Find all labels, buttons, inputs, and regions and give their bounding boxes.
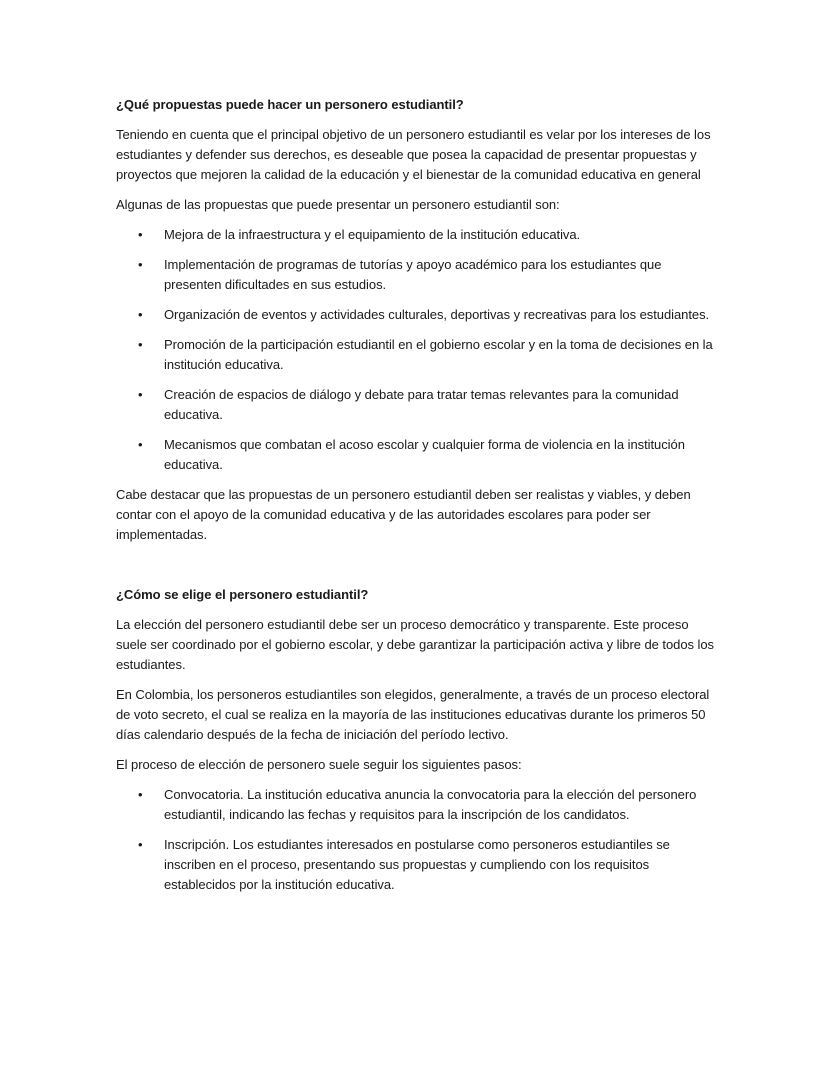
list-item [116,305,716,325]
steps-list [116,785,716,895]
list-item [116,435,716,475]
list-item-text: Implementación de programas de tutorías y apoyo académico para los estudiantes que presenten dificultades en sus estudios. [164,257,662,292]
list-item [116,785,716,825]
paragraph-election-2: En Colombia, los personeros estudiantiles son elegidos, generalmente, a través de un proceso electoral de voto secreto, el cual se realiza en la mayoría de las instituciones educativas durante los primeros 50 días calendario después de la fecha de iniciación del período lectivo. [116,687,710,742]
list-item-text: Organización de eventos y actividades culturales, deportivas y recreativas para los estudiantes. [164,307,710,322]
bullet-icon: • [138,437,143,452]
list-item-text: Inscripción. Los estudiantes interesados en postularse como personeros estudiantiles se inscriben en el proceso, presentando sus propuestas y cumpliendo con los requisitos establecidos por la institución educativa. [164,837,670,892]
paragraph-closing: Cabe destacar que las propuestas de un personero estudiantil deben ser realistas y viables, y deben contar con el apoyo de la comunidad educativa y de las autoridades escolares para poder ser implementadas. [116,487,691,542]
proposals-list [116,225,716,475]
section-heading-election: ¿Cómo se elige el personero estudiantil? [116,587,369,602]
bullet-icon: • [138,787,143,802]
bullet-icon: • [138,837,143,852]
list-item [116,255,716,295]
bullet-icon: • [138,387,143,402]
paragraph-election-1: La elección del personero estudiantil debe ser un proceso democrático y transparente. Este proceso suele ser coordinado por el gobierno escolar, y debe garantizar la participación activa y libre de todos los estudiantes. [116,617,715,672]
document-content [116,95,716,905]
section-spacer [116,555,716,585]
bullet-icon: • [138,257,143,272]
bullet-icon: • [138,337,143,352]
list-item [116,835,716,895]
section-heading-proposals: ¿Qué propuestas puede hacer un personero estudiantil? [116,97,464,112]
list-item-text: Mejora de la infraestructura y el equipamiento de la institución educativa. [164,227,581,242]
bullet-icon: • [138,227,143,242]
list-item-text: Promoción de la participación estudiantil en el gobierno escolar y en la toma de decisiones en la institución educativa. [164,337,713,372]
list-item [116,385,716,425]
list-item-text: Convocatoria. La institución educativa anuncia la convocatoria para la elección del personero estudiantil, indicando las fechas y requisitos para la inscripción de los candidatos. [164,787,697,822]
paragraph-intro: Teniendo en cuenta que el principal objetivo de un personero estudiantil es velar por los intereses de los estudiantes y defender sus derechos, es deseable que posea la capacidad de presentar propuestas y proyectos que mejoren la calidad de la educación y el bienestar de la comunidad educativa en general [116,127,711,182]
list-item-text: Mecanismos que combatan el acoso escolar y cualquier forma de violencia en la institución educativa. [164,437,685,472]
list-item [116,335,716,375]
bullet-icon: • [138,307,143,322]
paragraph-lead-proposals: Algunas de las propuestas que puede presentar un personero estudiantil son: [116,197,560,212]
list-item-text: Creación de espacios de diálogo y debate para tratar temas relevantes para la comunidad educativa. [164,387,679,422]
list-item [116,225,716,245]
paragraph-lead-steps: El proceso de elección de personero suele seguir los siguientes pasos: [116,757,522,772]
